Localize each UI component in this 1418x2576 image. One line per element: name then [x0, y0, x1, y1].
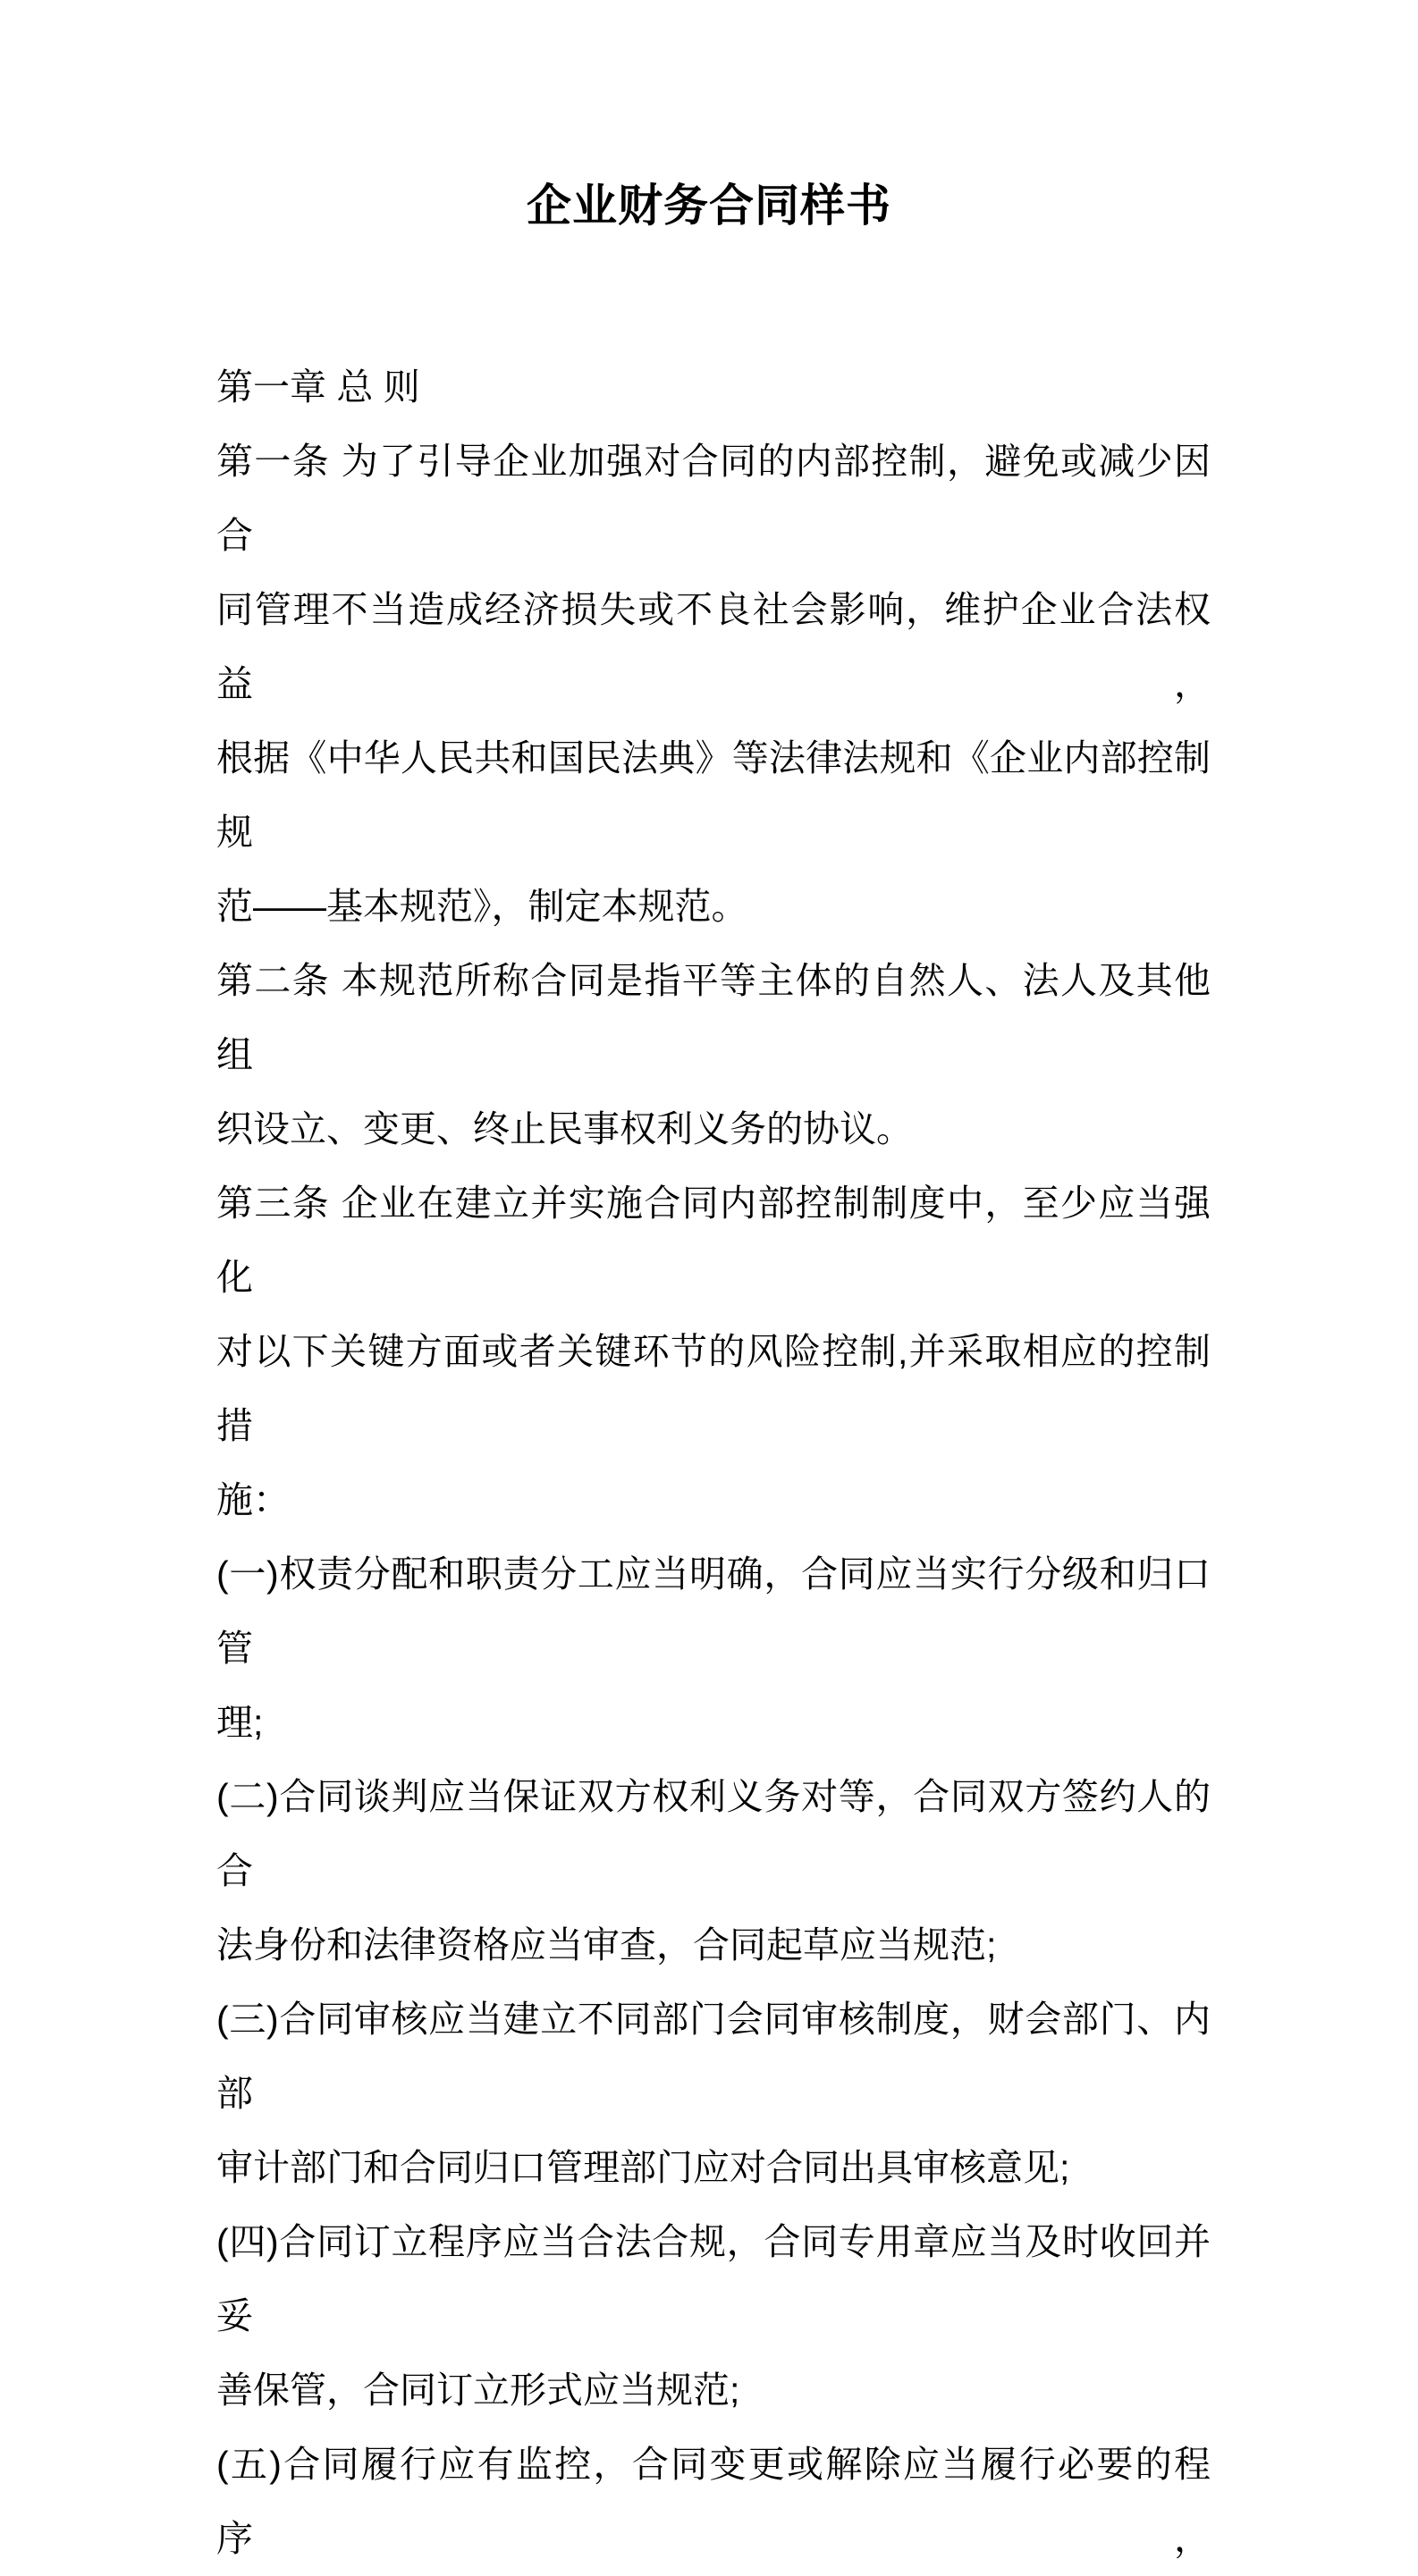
article-1-line-3: 根据《中华人民共和国民法典》等法律法规和《企业内部控制规	[216, 737, 1211, 853]
article-1-line-2: 同管理不当造成经济损失或不良社会影响，维护企业合法权益，	[216, 589, 1211, 704]
article-1-line-1: 第一条 为了引导企业加强对合同的内部控制，避免或减少因合	[216, 441, 1211, 556]
article-3-line-2: 对以下关键方面或者关键环节的风险控制,并采取相应的控制措	[216, 1331, 1211, 1446]
item-4-line-2: 善保管，合同订立形式应当规范;	[216, 2370, 740, 2411]
item-2-line-1: (二)合同谈判应当保证双方权利义务对等，合同双方签约人的合	[216, 1776, 1211, 1891]
item-3-line-2: 审计部门和合同归口管理部门应对合同出具审核意见;	[216, 2147, 1070, 2188]
document-title: 企业财务合同样书	[527, 181, 891, 231]
item-1-line-1: (一)权责分配和职责分工应当明确，合同应当实行分级和归口管	[216, 1553, 1211, 1669]
item-3-line-1: (三)合同审核应当建立不同部门会同审核制度，财会部门、内部	[216, 1999, 1211, 2114]
item-5-line-1: (五)合同履行应有监控，合同变更或解除应当履行必要的程序，	[216, 2444, 1211, 2559]
item-1-line-2: 理;	[216, 1702, 264, 1743]
article-3-line-1: 第三条 企业在建立并实施合同内部控制制度中，至少应当强化	[216, 1183, 1211, 1298]
chapter-heading: 第一章 总 则	[216, 366, 420, 408]
article-2-line-2: 织设立、变更、终止民事权利义务的协议。	[216, 1108, 913, 1149]
article-3-line-3: 施：	[216, 1479, 290, 1520]
document-body	[216, 350, 1211, 2576]
article-2-line-1: 第二条 本规范所称合同是指平等主体的自然人、法人及其他组	[216, 960, 1211, 1075]
article-1-line-4: 范——基本规范》，制定本规范。	[216, 886, 748, 927]
item-2-line-2: 法身份和法律资格应当审查，合同起草应当规范;	[216, 1924, 997, 1966]
item-4-line-1: (四)合同订立程序应当合法合规，合同专用章应当及时收回并妥	[216, 2221, 1211, 2336]
